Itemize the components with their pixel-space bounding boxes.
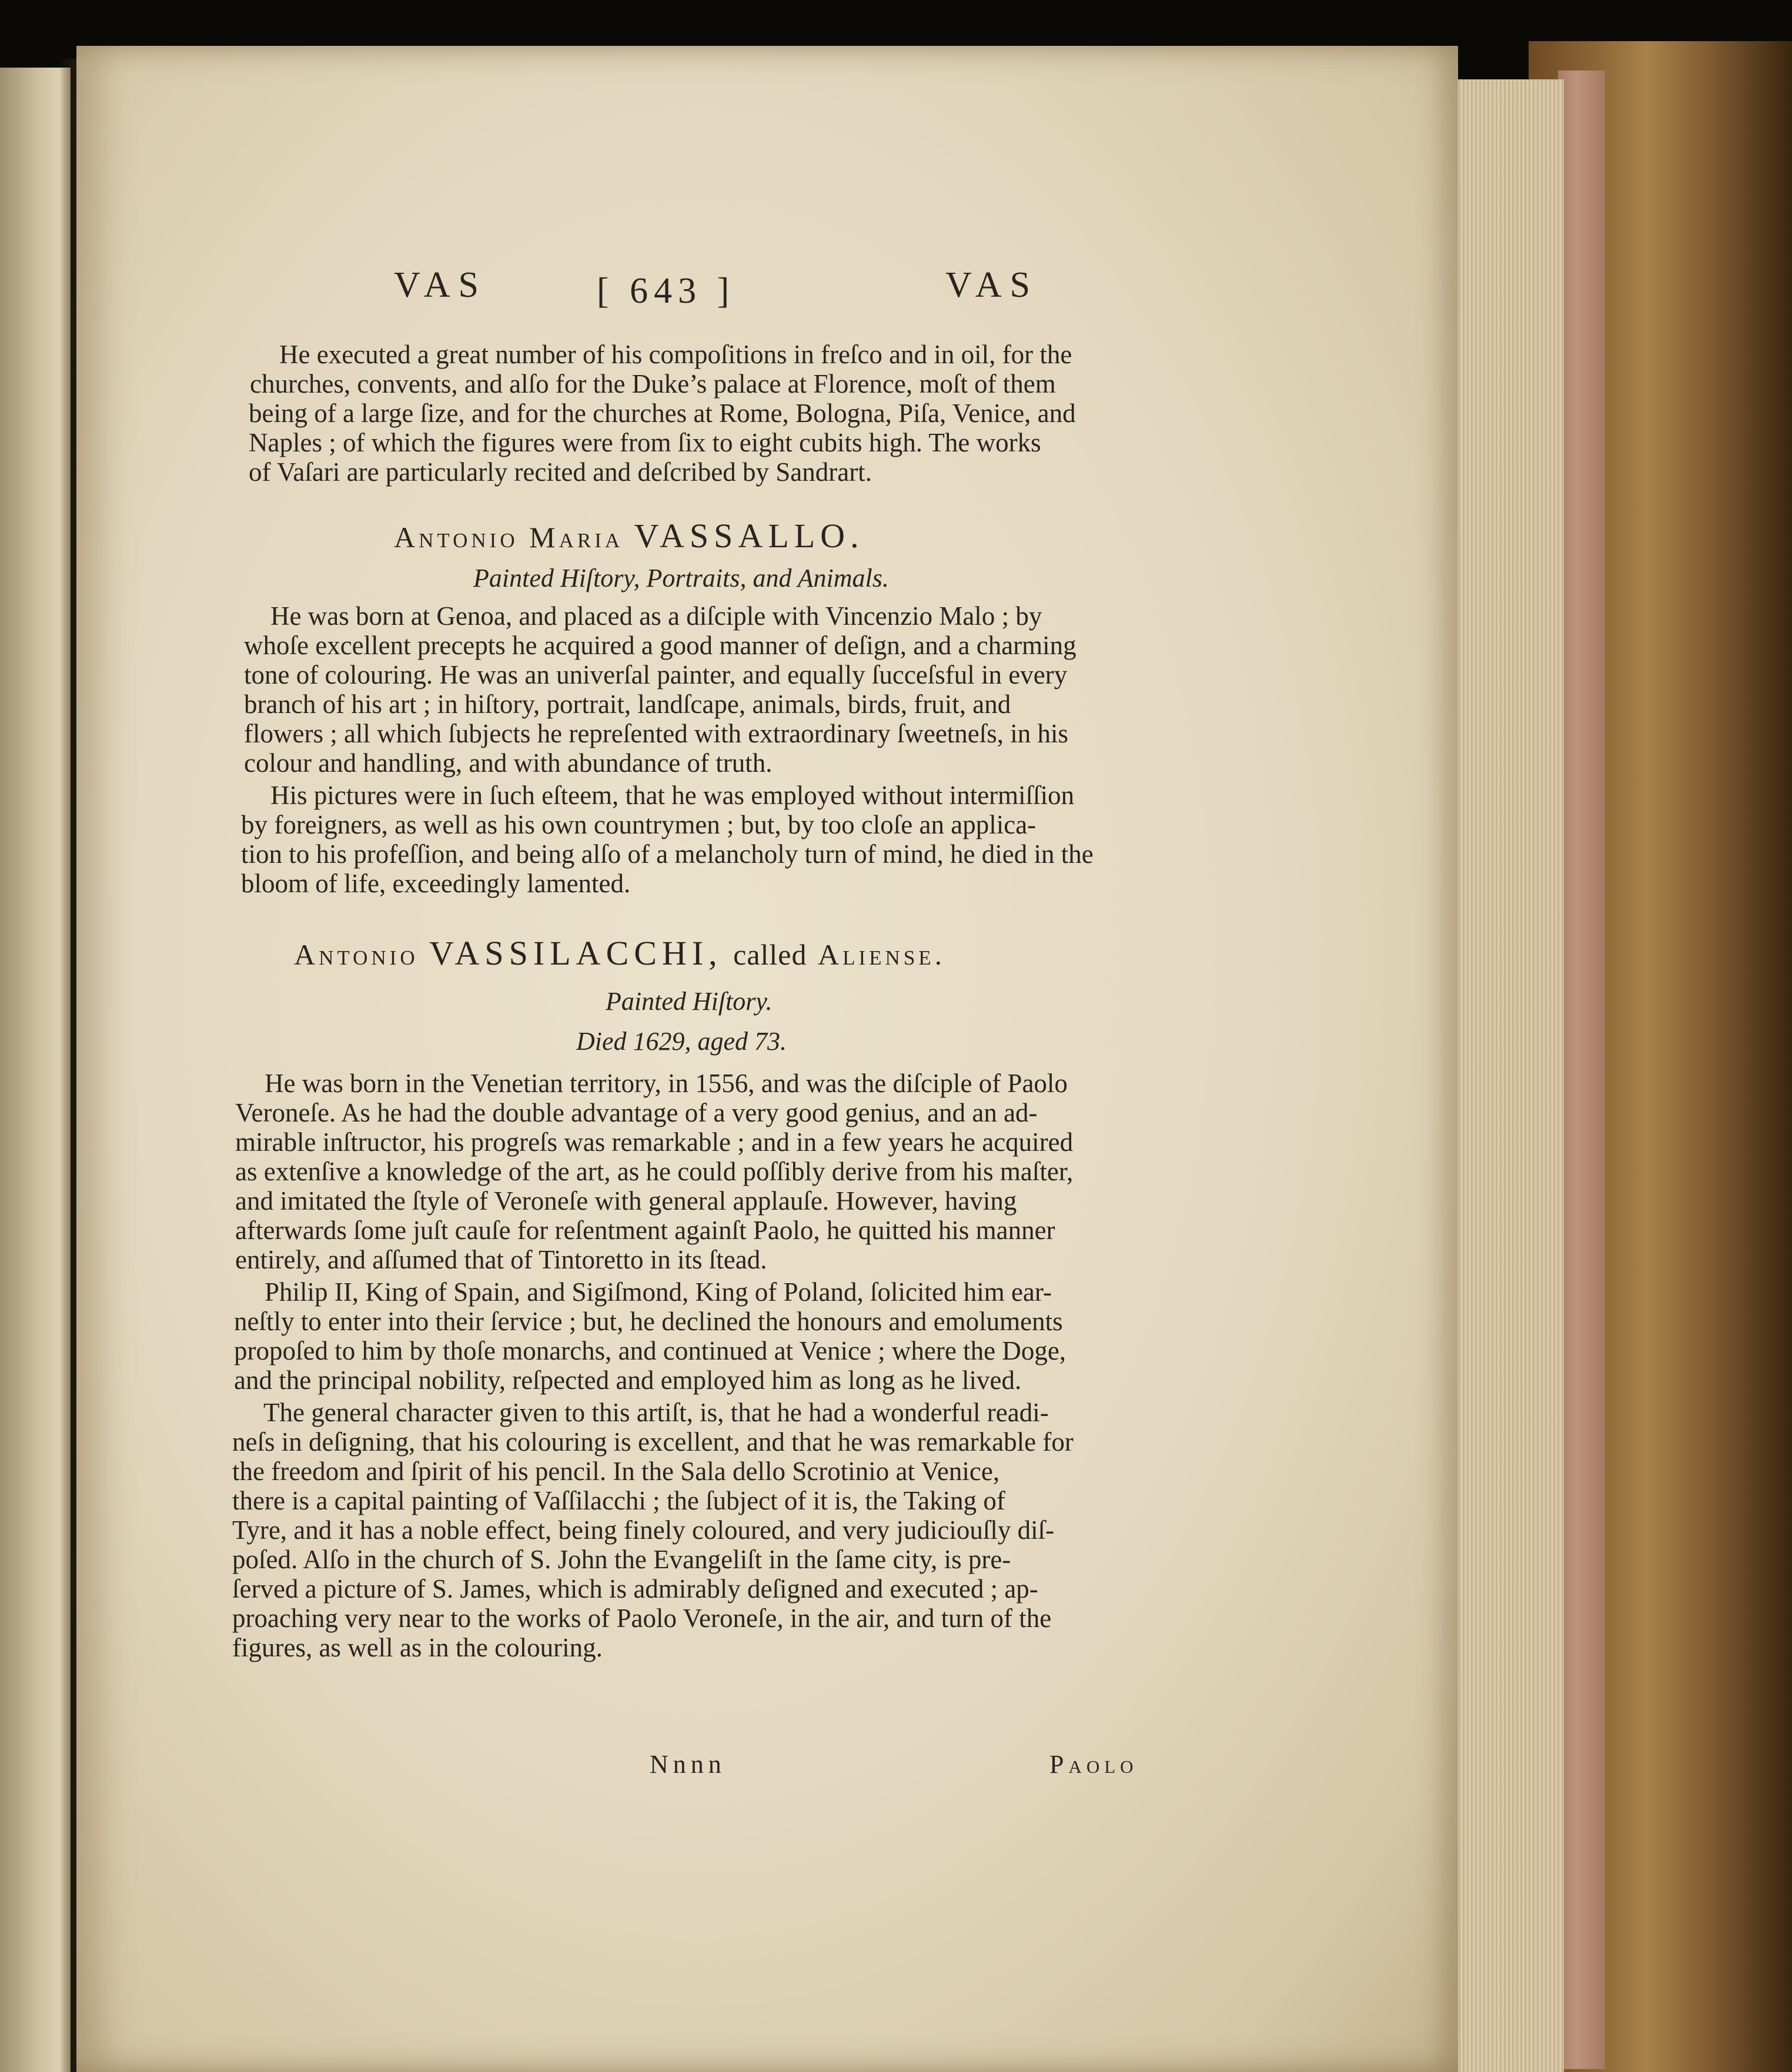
text-line: and the principal nobility, reſpected and employed him as long as he lived. xyxy=(234,1365,1022,1395)
catchword: Paolo xyxy=(1049,1750,1138,1779)
entry-heading xyxy=(394,516,864,555)
text-line: neſtly to enter into their ſervice ; but, he declined the honours and emoluments xyxy=(234,1307,1063,1336)
text-line: Tyre, and it has a noble effect, being finely coloured, and very judiciouſly diſ- xyxy=(232,1515,1055,1545)
text-line: He was born in the Venetian territory, in 1556, and was the diſciple of Paolo xyxy=(265,1069,1068,1098)
text-line: entirely, and aſſumed that of Tintoretto in its ſtead. xyxy=(235,1245,767,1274)
signature-mark: Nnnn xyxy=(650,1750,726,1779)
page-number: [ 643 ] xyxy=(597,271,735,311)
page-stack-edges xyxy=(1452,79,1564,2072)
text-line: of Vaſari are particularly recited and deſcribed by Sandrart. xyxy=(249,457,872,487)
running-head-right: VAS xyxy=(945,265,1039,305)
text-line: flowers ; all which ſubjects he repreſented with extraordinary ſweetneſs, in his xyxy=(244,719,1069,748)
text-line: afterwards ſome juſt cauſe for reſentment againſt Paolo, he quitted his manner xyxy=(235,1216,1055,1245)
text-line: Naples ; of which the figures were from ſix to eight cubits high. The works xyxy=(249,428,1041,457)
text-line: bloom of life, exceedingly lamented. xyxy=(241,869,631,898)
text-line: He was born at Genoa, and placed as a diſciple with Vincenzio Malo ; by xyxy=(270,601,1042,631)
text-line: neſs in deſigning, that his colouring is excellent, and that he was remarkable for xyxy=(232,1427,1074,1457)
text-line: mirable inſtructor, his progreſs was remarkable ; and in a few years he acquired xyxy=(235,1127,1074,1157)
text-line: and imitated the ſtyle of Veroneſe with general applauſe. However, having xyxy=(235,1186,1017,1216)
entry-first-names: Antonio Maria xyxy=(394,521,624,554)
text-line: being of a large ſize, and for the churches at Rome, Bologna, Piſa, Venice, and xyxy=(249,399,1076,428)
text-line: branch of his art ; in hiſtory, portrait, landſcape, animals, birds, fruit, and xyxy=(244,689,1011,719)
text-line: tion to his profeſſion, and being alſo of a melancholy turn of mind, he died in the xyxy=(241,839,1094,869)
cover-marbled-edge xyxy=(1558,71,1605,2069)
text-line: The general character given to this artiſt, is, that he had a wonderful readi- xyxy=(263,1398,1049,1427)
text-line: by foreigners, as well as his own countrymen ; but, by too cloſe an applica- xyxy=(241,810,1037,839)
text-line: the freedom and ſpirit of his pencil. In the Sala dello Scrotinio at Venice, xyxy=(232,1457,1000,1486)
text-line: there is a capital painting of Vaſſilacchi ; the ſubject of it is, the Taking of xyxy=(232,1486,1005,1515)
text-line: colour and handling, and with abundance of truth. xyxy=(244,748,773,778)
entry-subtitle: Painted Hiſtory, Portraits, and Animals. xyxy=(473,564,889,593)
text-line: whoſe excellent precepts he acquired a good manner of deſign, and a charming xyxy=(244,631,1076,660)
text-line: His pictures were in ſuch eſteem, that he was employed without intermiſſion xyxy=(270,781,1075,810)
entry-called: called xyxy=(733,938,807,971)
book-page xyxy=(76,46,1458,2072)
text-line: churches, convents, and alſo for the Duke’s palace at Florence, moſt of them xyxy=(250,369,1056,399)
text-line: ſerved a picture of S. James, which is admirably deſigned and executed ; ap- xyxy=(232,1574,1038,1604)
entry-heading xyxy=(294,933,945,973)
entry-surname: VASSALLO. xyxy=(634,517,864,555)
text-line: proaching very near to the works of Paolo Veroneſe, in the air, and turn of the xyxy=(232,1604,1052,1633)
entry-alias: Aliense. xyxy=(818,938,946,971)
entry-subtitle: Painted Hiſtory. xyxy=(606,987,773,1016)
text-line: propoſed to him by thoſe monarchs, and continued at Venice ; where the Doge, xyxy=(234,1336,1066,1365)
text-line: tone of colouring. He was an univerſal painter, and equally ſucceſsful in every xyxy=(244,660,1068,689)
entry-first-names: Antonio xyxy=(294,938,419,971)
text-line: as extenſive a knowledge of the art, as he could poſſibly derive from his maſter, xyxy=(235,1157,1074,1186)
entry-death-date: Died 1629, aged 73. xyxy=(576,1027,787,1056)
text-line: figures, as well as in the colouring. xyxy=(232,1633,603,1662)
text-line: poſed. Alſo in the church of S. John the Evangeliſt in the ſame city, is pre- xyxy=(232,1545,1011,1574)
running-head-left: VAS xyxy=(394,265,487,305)
text-line: Veroneſe. As he had the double advantage of a very good genius, and an ad- xyxy=(235,1098,1038,1127)
text-line: Philip II, King of Spain, and Sigiſmond, King of Poland, ſolicited him ear- xyxy=(265,1277,1052,1307)
text-line: He executed a great number of his compoſitions in freſco and in oil, for the xyxy=(279,340,1072,369)
entry-surname: VASSILACCHI, xyxy=(429,934,723,972)
